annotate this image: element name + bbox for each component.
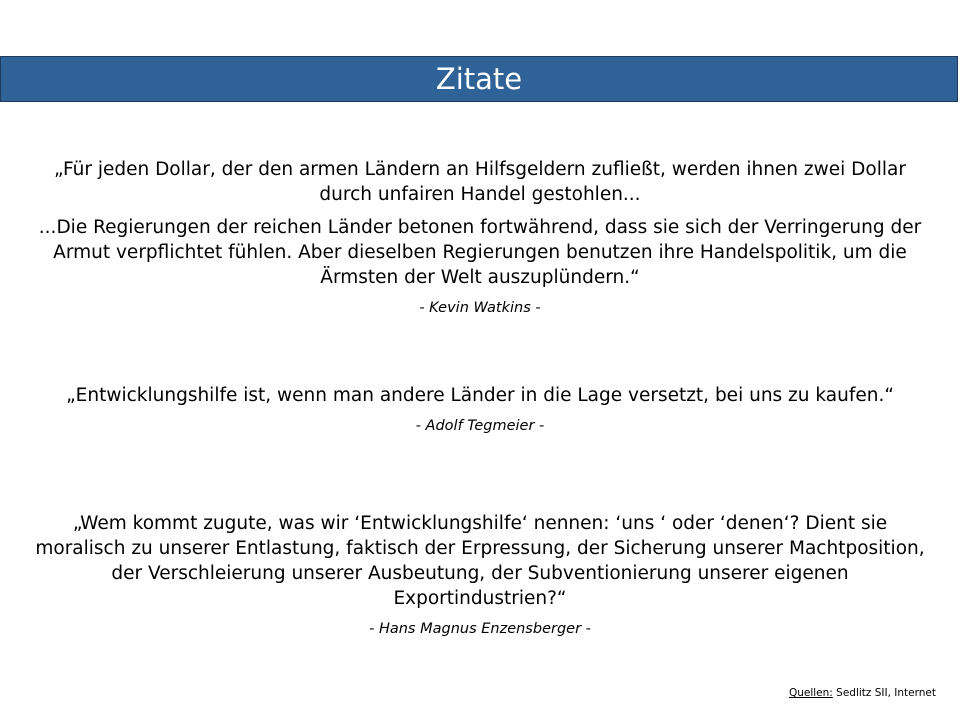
quote-block-tegmeier (30, 383, 930, 436)
quote-text: „Entwicklungshilfe ist, wenn man andere Länder in die Lage versetzt, bei uns zu kaufen.“ (66, 385, 894, 406)
quote-block-watkins (30, 157, 930, 318)
quote-text: „Wem kommt zugute, was wir ‘Entwicklungshilfe‘ nennen: ‘uns ‘ oder ‘denen‘? Dient sie moralisch zu unserer Entlastung, faktisch der Erpressung, der Sicherung unserer Machtposition, der Verschleierung unserer Ausbeutung, der Subventionierung unserer eigenen Exportindustrien?“ (35, 513, 925, 609)
sources-label: Quellen: (788, 687, 833, 699)
sources-footer (789, 687, 936, 699)
sources-text: Sedlitz SII, Internet (832, 687, 936, 699)
quote-text: „Für jeden Dollar, der den armen Ländern an Hilfsgeldern zufließt, werden ihnen zwei Dollar durch unfairen Handel gestohlen... (54, 159, 906, 205)
quote-text: ...Die Regierungen der reichen Länder betonen fortwährend, dass sie sich der Verringerung der Armut verpflichtet fühlen. Aber dieselben Regierungen benutzen ihre Handelspolitik, um die Ärmsten der Welt auszuplündern.“ (38, 217, 922, 288)
quote-author: - Hans Magnus Enzensberger - (369, 621, 591, 637)
quote-author: - Adolf Tegmeier - (415, 418, 545, 434)
page-title: Zitate (435, 62, 523, 96)
quote-block-enzensberger (30, 511, 930, 639)
title-bar (0, 56, 958, 102)
quote-author: - Kevin Watkins - (419, 300, 541, 316)
